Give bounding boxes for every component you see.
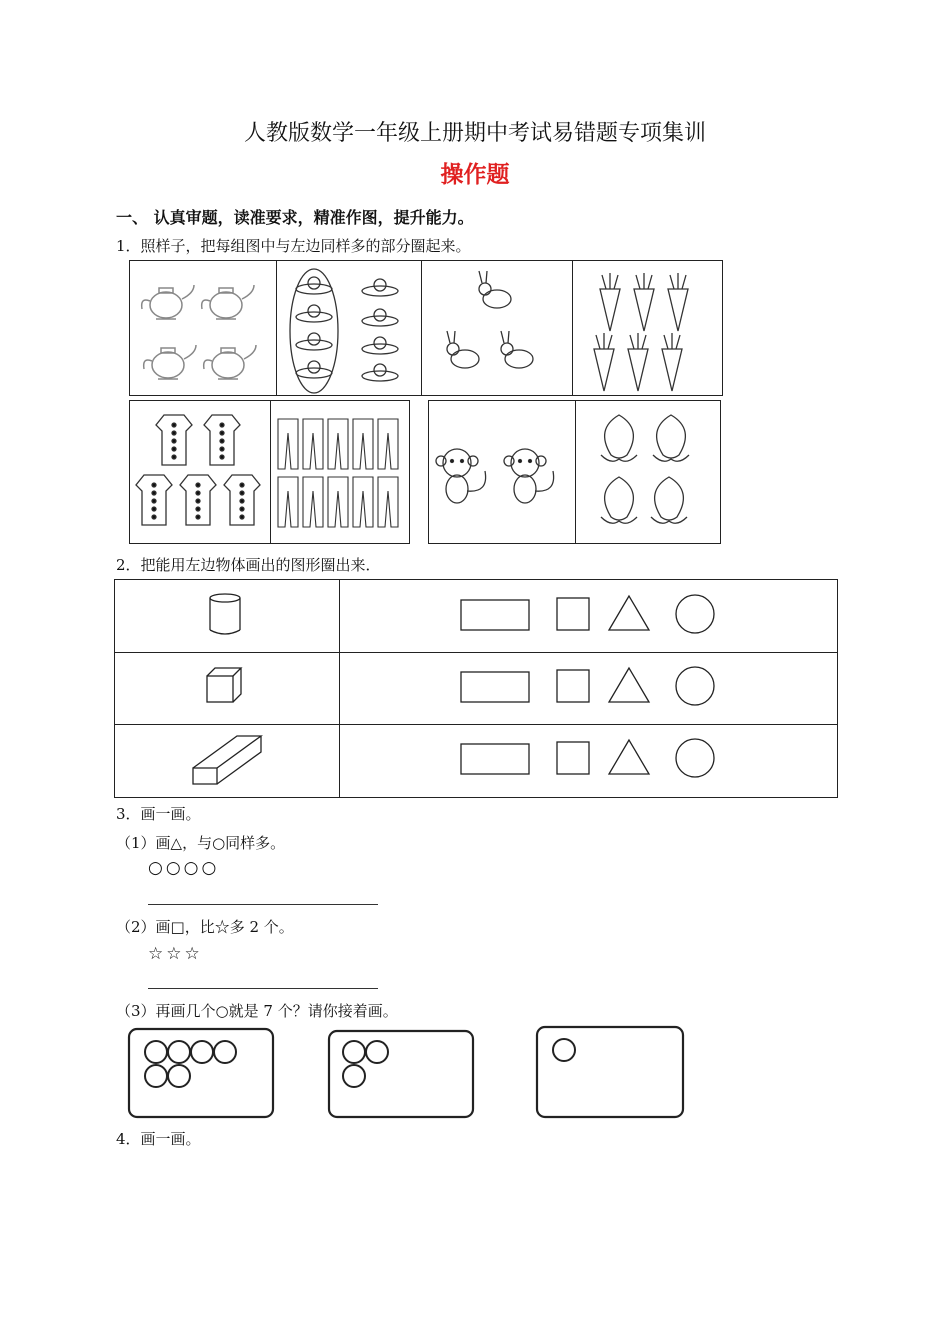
- cup-icon: [276, 261, 421, 395]
- question-1-label: 1．照样子，把每组图中与左边同样多的部分圈起来。: [116, 237, 471, 255]
- cylinder-icon: [205, 592, 245, 638]
- shirt-icon: [130, 401, 270, 543]
- q1-group-1: [129, 260, 723, 396]
- cube-icon: [205, 666, 245, 706]
- monkey-icon: [429, 401, 575, 543]
- triangle-shape: [609, 740, 649, 774]
- q3-part-2-stars: ☆☆☆: [148, 944, 203, 964]
- q3-part-1-circles: ○○○○: [148, 858, 220, 878]
- rabbits-panel: [421, 261, 573, 395]
- q2-shapes-row-2: [455, 664, 725, 712]
- q3-part-1: （1）画△，与○同样多。: [116, 834, 286, 852]
- carrot-icon: [572, 261, 722, 395]
- page-subtitle: 操作题: [440, 162, 510, 188]
- shirts-panel: [130, 401, 271, 543]
- triangle-shape: [609, 596, 649, 630]
- q3-part-2: （2）画□，比☆多 2 个。: [116, 918, 294, 936]
- q3-box-3[interactable]: [534, 1024, 686, 1120]
- cuboid-icon: [191, 734, 267, 790]
- rectangle-shape: [461, 600, 529, 630]
- rectangle-shape: [461, 672, 529, 702]
- page-title: 人教版数学一年级上册期中考试易错题专项集训: [243, 121, 706, 146]
- q1-group-2: [129, 400, 410, 544]
- teapot-icon: [130, 261, 276, 395]
- rectangle-shape: [461, 744, 529, 774]
- q3-box-1[interactable]: [126, 1026, 276, 1120]
- circle-shape: [676, 739, 714, 777]
- square-shape: [557, 598, 589, 630]
- q2-shapes-row-1: [455, 592, 725, 640]
- teapots-panel: [130, 261, 277, 395]
- q2-shapes-row-3: [455, 736, 725, 784]
- q1-group-3: [428, 400, 721, 544]
- q2-table: [114, 579, 838, 798]
- square-shape: [557, 742, 589, 774]
- peaches-panel: [575, 401, 720, 543]
- q3-box-2[interactable]: [326, 1028, 476, 1120]
- q3-part-1-answer-line[interactable]: [148, 904, 378, 905]
- circle-shape: [676, 667, 714, 705]
- section-heading: 一、 认真审题，读准要求，精准作图，提升能力。: [116, 208, 474, 227]
- peach-icon: [575, 401, 720, 543]
- question-3-label: 3．画一画。: [116, 805, 201, 823]
- circle-shape: [676, 595, 714, 633]
- q3-part-2-answer-line[interactable]: [148, 988, 378, 989]
- pants-icon: [270, 401, 409, 543]
- pants-panel: [270, 401, 409, 543]
- question-2-label: 2．把能用左边物体画出的图形圈出来．: [116, 556, 381, 574]
- q3-part-3: （3）再画几个○就是 7 个？请你接着画。: [116, 1002, 398, 1020]
- carrots-panel: [572, 261, 722, 395]
- monkeys-panel: [429, 401, 576, 543]
- question-4-label: 4．画一画。: [116, 1130, 201, 1148]
- rabbit-icon: [421, 261, 572, 395]
- triangle-shape: [609, 668, 649, 702]
- cups-panel: [276, 261, 422, 395]
- square-shape: [557, 670, 589, 702]
